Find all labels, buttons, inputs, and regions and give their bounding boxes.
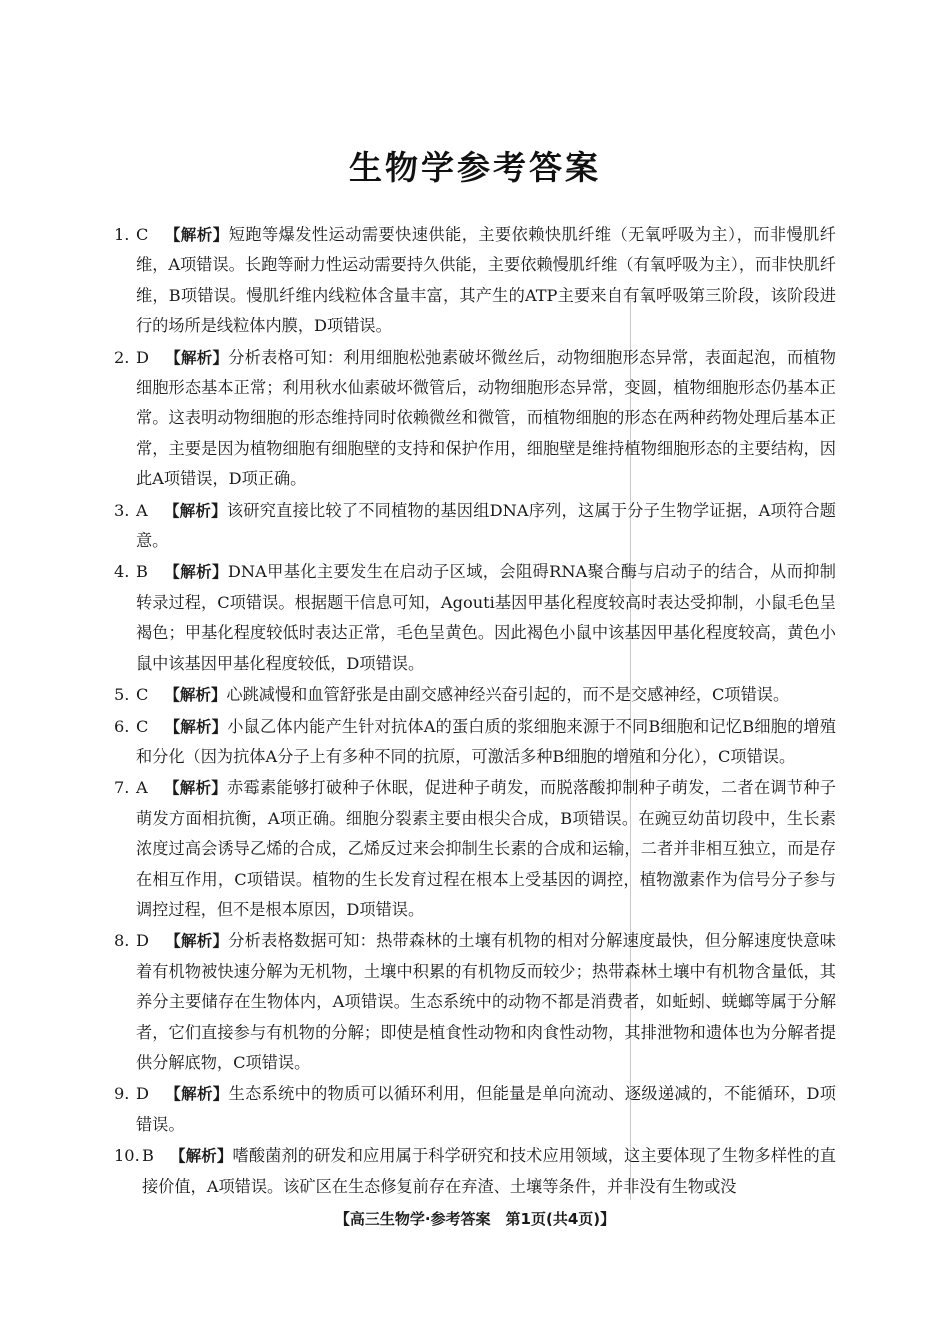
analysis-tag: 【解析】	[164, 226, 229, 244]
item-answer: A	[136, 500, 148, 520]
analysis-tag: 【解析】	[164, 1085, 229, 1104]
item-answer: A	[136, 778, 148, 798]
analysis-text: 生态系统中的物质可以循环利用，但能量是单向流动、逐级递减的，不能循环，D项错误。	[136, 1084, 836, 1134]
item-number: 4.	[114, 562, 130, 582]
analysis-tag: 【解析】	[164, 717, 228, 736]
item-number: 10.	[114, 1146, 140, 1166]
analysis-tag: 【解析】	[169, 1147, 233, 1166]
answer-item-3	[116, 496, 836, 557]
answer-item-8	[116, 926, 836, 1078]
analysis-text: 嗜酸菌剂的研发和应用属于科学研究和技术应用领域，这主要体现了生物多样性的直接价值，A项错误。该矿区在生态修复前存在弃渣、土壤等条件，并非没有生物或没	[142, 1146, 836, 1196]
item-number: 7.	[114, 778, 130, 798]
analysis-text: 该研究直接比较了不同植物的基因组DNA序列，这属于分子生物学证据，A项符合题意。	[136, 500, 836, 551]
analysis-text: 小鼠乙体内能产生针对抗体A的蛋白质的浆细胞来源于不同B细胞和记忆B细胞的增殖和分化（因为抗体A分子上有多种不同的抗原，可激活多种B细胞的增殖和分化），C项错误。	[136, 716, 836, 766]
item-number: 8.	[114, 931, 130, 951]
answer-item-2	[116, 343, 836, 495]
item-number: 2.	[114, 347, 130, 367]
item-answer: D	[136, 931, 149, 951]
item-answer: C	[136, 716, 149, 736]
item-answer: C	[136, 225, 149, 244]
analysis-text: 心跳减慢和血管舒张是由副交感神经兴奋引起的，而不是交感神经，C项错误。	[226, 685, 790, 705]
answer-item-6	[116, 712, 836, 773]
item-answer: C	[136, 685, 149, 705]
item-number: 6.	[114, 716, 130, 736]
analysis-tag: 【解析】	[163, 563, 228, 582]
answer-item-5	[116, 680, 836, 710]
item-number: 1.	[114, 225, 130, 244]
analysis-tag: 【解析】	[164, 348, 229, 367]
answer-item-4	[116, 557, 836, 679]
analysis-tag: 【解析】	[163, 501, 227, 520]
answer-item-1	[116, 220, 836, 342]
item-number: 3.	[114, 500, 130, 520]
item-answer: D	[136, 1084, 149, 1104]
analysis-text: 分析表格数据可知：热带森林的土壤有机物的相对分解速度最快，但分解速度快意味着有机物被快速分解为无机物，土壤中积累的有机物反而较少；热带森林土壤中有机物含量低，其养分主要储存在生物体内，A项错误。生态系统中的动物不都是消费者，如蚯蚓、蜣螂等属于分解者，它们直接参与有机物的分解；即使是植食性动物和肉食性动物，其排泄物和遗体也为分解者提供分解底物，C项错误。	[136, 931, 836, 1072]
analysis-tag: 【解析】	[164, 686, 227, 705]
analysis-text: 分析表格可知：利用细胞松弛素破坏微丝后，动物细胞形态异常，表面起泡，而植物细胞形态基本正常；利用秋水仙素破坏微管后，动物细胞形态异常，变圆，植物细胞形态仍基本正常。这表明动物细胞的形态维持同时依赖微丝和微管，而植物细胞的形态在两种药物处理后基本正常，主要是因为植物细胞有细胞壁的支持和保护作用，细胞壁是维持植物细胞形态的主要结构，因此A项错误，D项正确。	[136, 347, 836, 489]
analysis-text: 赤霉素能够打破种子休眠，促进种子萌发，而脱落酸抑制种子萌发，二者在调节种子萌发方面相抗衡，A项正确。细胞分裂素主要由根尖合成，B项错误。在豌豆幼苗切段中，生长素浓度过高会诱导乙烯的合成，乙烯反过来会抑制生长素的合成和运输，二者并非相互独立，而是存在相互作用，C项错误。植物的生长发育过程在根本上受基因的调控，植物激素作为信号分子参与调控过程，但不是根本原因，D项错误。	[136, 778, 836, 919]
analysis-tag: 【解析】	[164, 932, 229, 951]
analysis-text: 短跑等爆发性运动需要快速供能，主要依赖快肌纤维（无氧呼吸为主），而非慢肌纤维，A项错误。长跑等耐力性运动需要持久供能，主要依赖慢肌纤维（有氧呼吸为主），而非快肌纤维，B项错误。慢肌纤维内线粒体含量丰富，其产生的ATP主要来自有氧呼吸第三阶段，该阶段进行的场所是线粒体内膜，D项错误。	[136, 225, 836, 336]
item-answer: D	[136, 347, 149, 367]
answer-item-7	[116, 773, 836, 925]
item-number: 9.	[114, 1084, 130, 1104]
analysis-tag: 【解析】	[163, 779, 228, 798]
answer-item-9	[116, 1079, 836, 1140]
item-answer: B	[142, 1146, 154, 1166]
answer-list	[116, 220, 836, 1203]
page-title: 生物学参考答案	[349, 148, 601, 187]
analysis-text: DNA甲基化主要发生在启动子区域，会阻碍RNA聚合酶与启动子的结合，从而抑制转录过程，C项错误。根据题干信息可知，Agouti基因甲基化程度较高时表达受抑制，小鼠毛色呈褐色；甲基化程度较低时表达正常，毛色呈黄色。因此褐色小鼠中该基因甲基化程度较高，黄色小鼠中该基因甲基化程度较低，D项错误。	[136, 562, 836, 673]
answer-item-10	[116, 1141, 836, 1202]
item-number: 5.	[114, 685, 130, 705]
page-footer: 【高三生物学·参考答案 第1页(共4页)】	[334, 1210, 616, 1228]
item-answer: B	[136, 562, 148, 582]
